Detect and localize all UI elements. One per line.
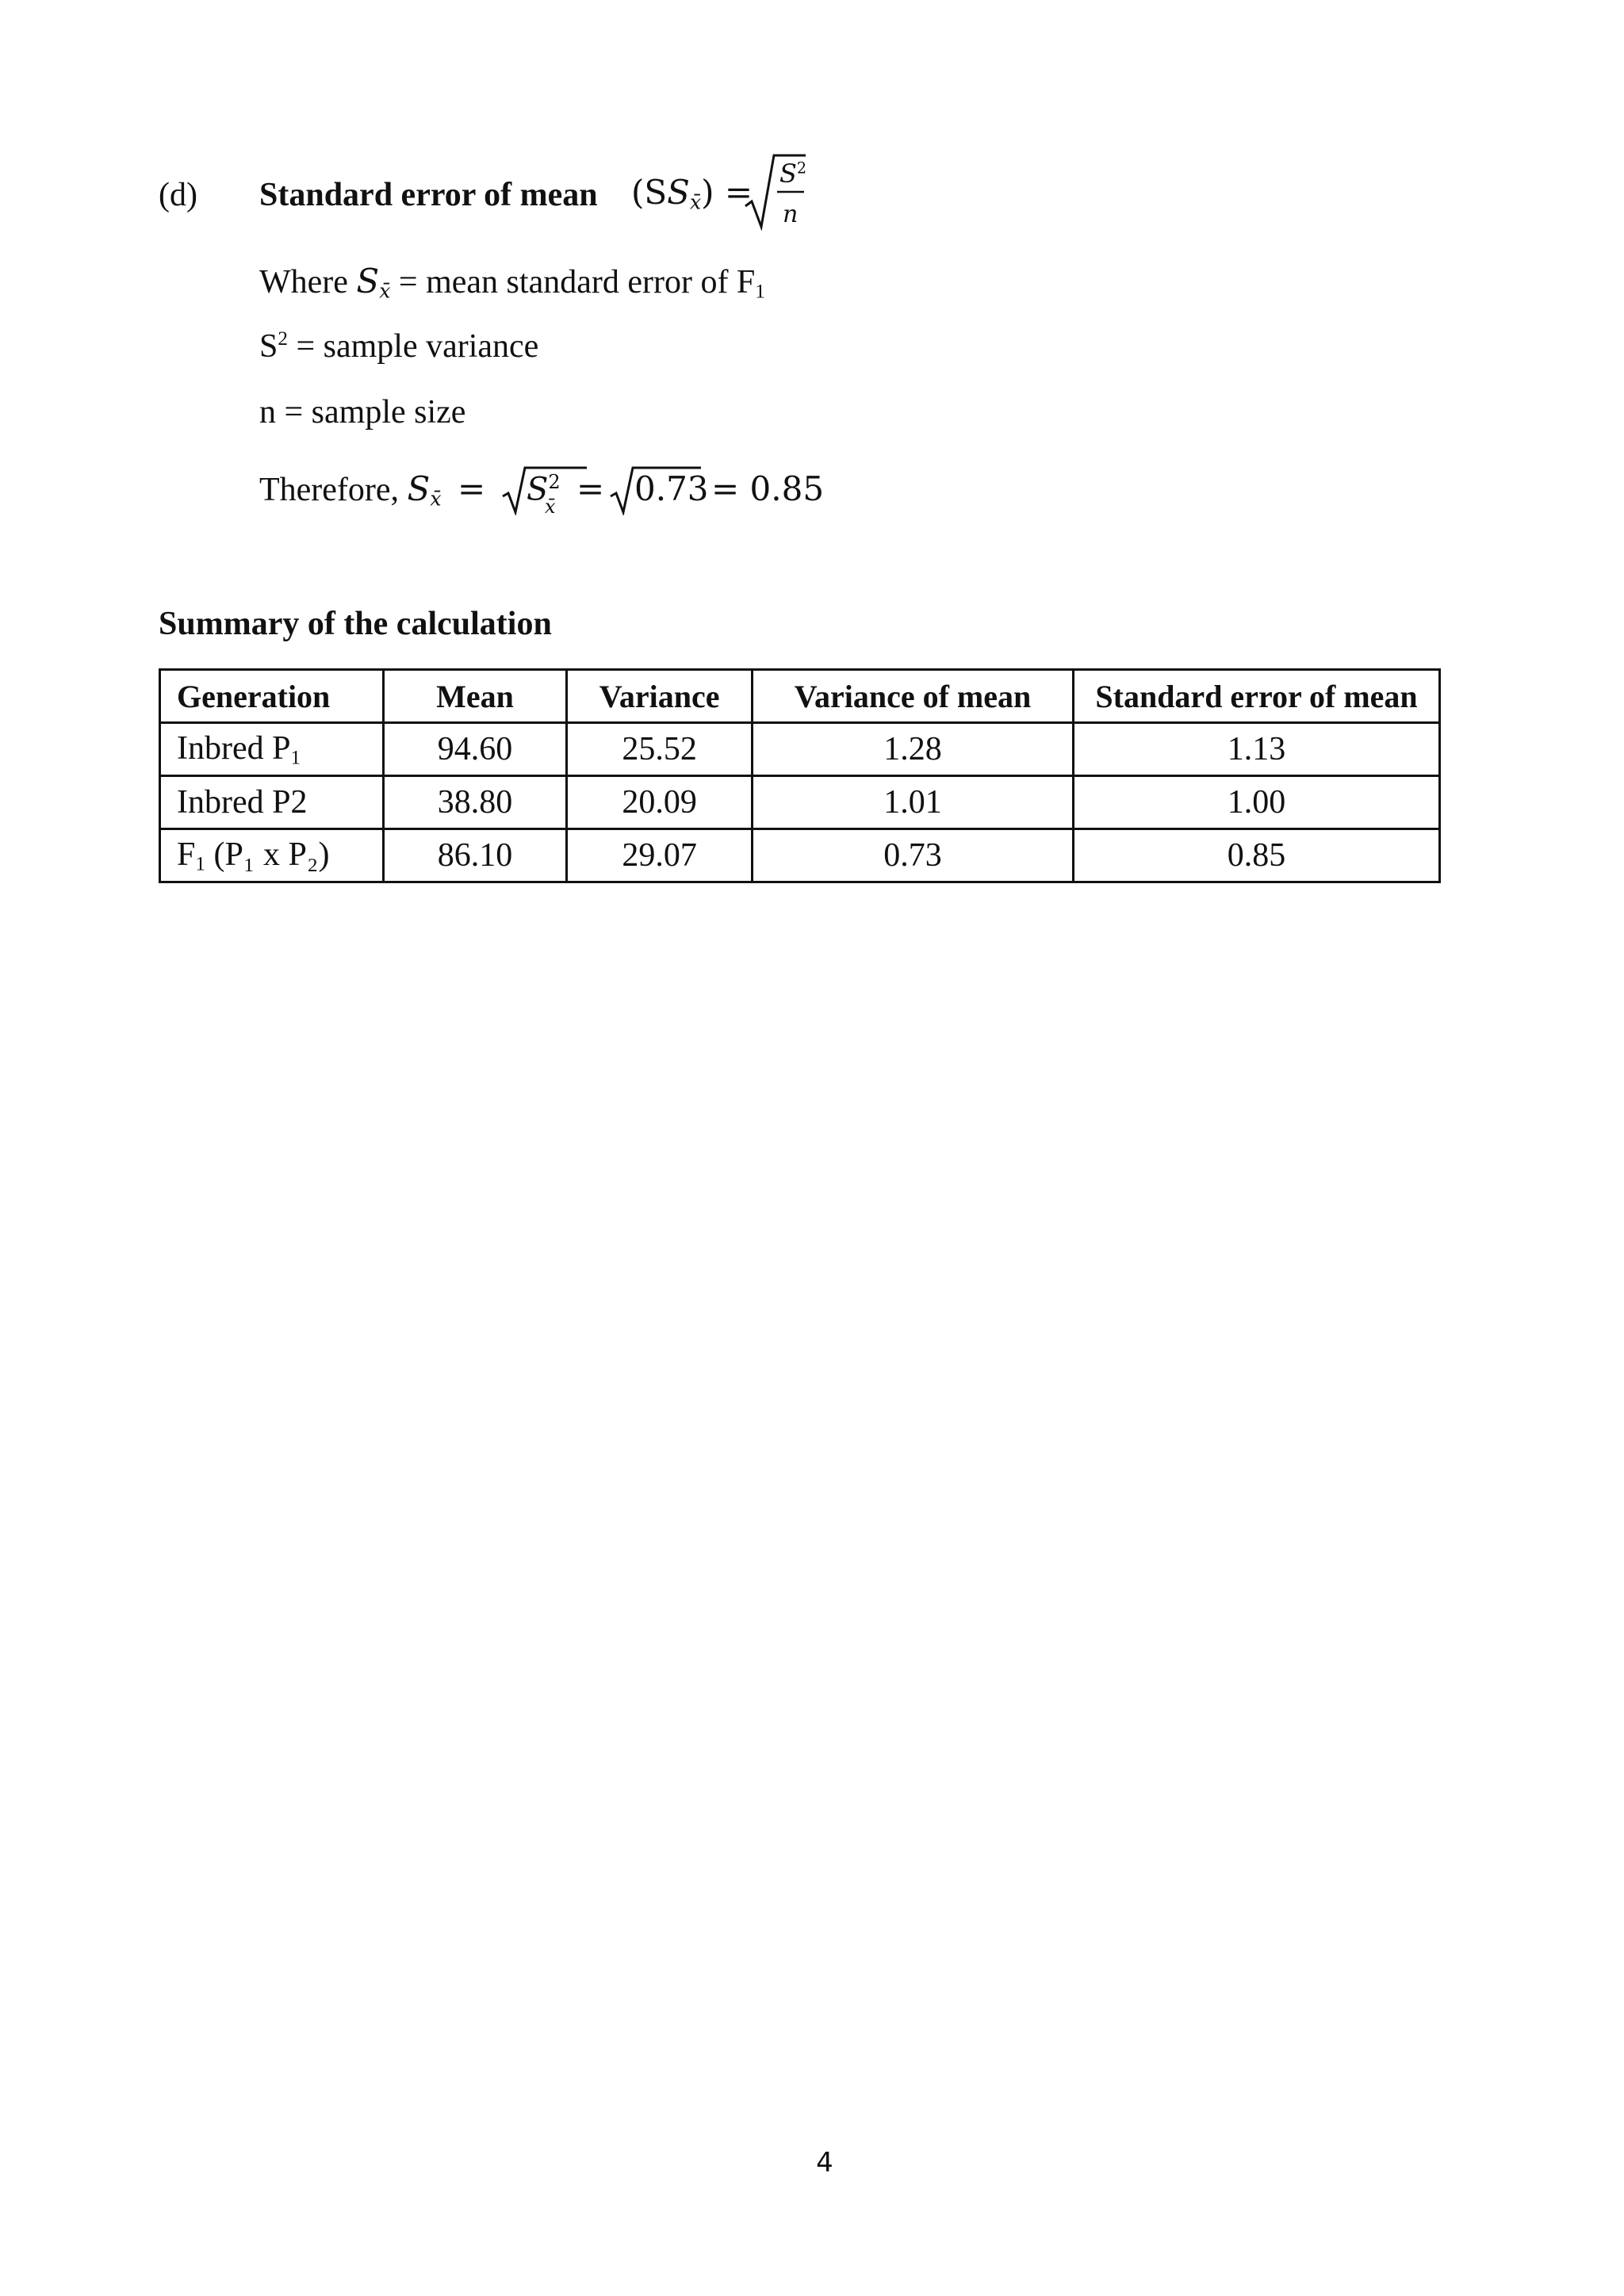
- se-definition-text: = mean standard error of F: [398, 264, 756, 300]
- therefore-equals-2: =: [576, 469, 605, 508]
- where-word: Where: [259, 264, 348, 300]
- therefore-root-value: 0.73: [634, 469, 709, 508]
- cell-variance: 20.09: [567, 776, 753, 829]
- generation-text: Inbred P2: [177, 784, 308, 821]
- summary-title: Summary of the calculation: [159, 606, 552, 642]
- section-heading: Standard error of mean: [259, 177, 598, 213]
- therefore-result: = 0.85: [711, 469, 825, 508]
- cell-variance: 25.52: [567, 723, 753, 776]
- cell-standard-error: 1.00: [1074, 776, 1440, 829]
- cell-variance-of-mean: 1.01: [752, 776, 1073, 829]
- cell-mean: 38.80: [383, 776, 567, 829]
- formula-lhs-symbol: S: [667, 173, 690, 212]
- formula-num-sup: 2: [796, 159, 807, 178]
- se-symbol-sub: x̄: [379, 279, 391, 303]
- header-standard-error: Standard error of mean: [1074, 670, 1440, 723]
- se-definition-sub: 1: [755, 281, 765, 303]
- formula-num-symbol: S: [779, 159, 797, 189]
- formula-numerator: [779, 159, 806, 189]
- cell-generation: [160, 723, 384, 776]
- root-symbol: S: [527, 471, 549, 508]
- header-mean: Mean: [383, 670, 567, 723]
- generation-sub: 1: [195, 853, 205, 875]
- formula-denominator: n: [783, 201, 799, 228]
- cell-variance-of-mean: 0.73: [752, 829, 1073, 882]
- generation-tail: (P₁ x P₂): [213, 836, 330, 873]
- formula-lhs-sub: x̄: [689, 190, 702, 214]
- therefore-word: Therefore,: [259, 472, 400, 508]
- variance-symbol-sup: 2: [278, 327, 288, 350]
- se-symbol: S: [356, 262, 380, 300]
- table-header-row: [160, 670, 1440, 723]
- therefore-equals-1: =: [458, 469, 486, 508]
- cell-mean: 94.60: [383, 723, 567, 776]
- formula-lhs-close: ) =: [701, 173, 753, 212]
- variance-symbol: S: [259, 328, 278, 365]
- cell-variance-of-mean: 1.28: [752, 723, 1073, 776]
- root-symbol-sup: 2: [548, 471, 561, 493]
- therefore-line: [259, 469, 493, 510]
- variance-definition-text: = sample variance: [296, 328, 539, 365]
- header-variance-of-mean: Variance of mean: [752, 670, 1073, 723]
- definition-se: [259, 262, 765, 303]
- definition-sample-size: n = sample size: [259, 394, 466, 430]
- cell-standard-error: 1.13: [1074, 723, 1440, 776]
- cell-generation: [160, 776, 384, 829]
- formula-lhs: (S: [631, 173, 668, 212]
- therefore-symbol-sub: x̄: [430, 487, 442, 511]
- header-generation: Generation: [160, 670, 384, 723]
- table-row: [160, 723, 1440, 776]
- generation-sub: 1: [290, 747, 301, 769]
- cell-standard-error: 0.85: [1074, 829, 1440, 882]
- table-row: [160, 776, 1440, 829]
- cell-mean: 86.10: [383, 829, 567, 882]
- generation-text: Inbred P: [177, 729, 291, 767]
- summary-table: [159, 668, 1441, 883]
- cell-generation: [160, 829, 384, 882]
- header-variance: Variance: [567, 670, 753, 723]
- root-symbol-sub: x̄: [545, 496, 556, 518]
- cell-variance: 29.07: [567, 829, 753, 882]
- table-row: [160, 829, 1440, 882]
- definition-variance: [259, 327, 538, 365]
- section-label: (d): [159, 177, 197, 213]
- heading-formula: [631, 173, 753, 213]
- therefore-symbol: S: [407, 469, 431, 508]
- generation-text: F: [177, 836, 196, 873]
- page-number: 4: [816, 2147, 833, 2179]
